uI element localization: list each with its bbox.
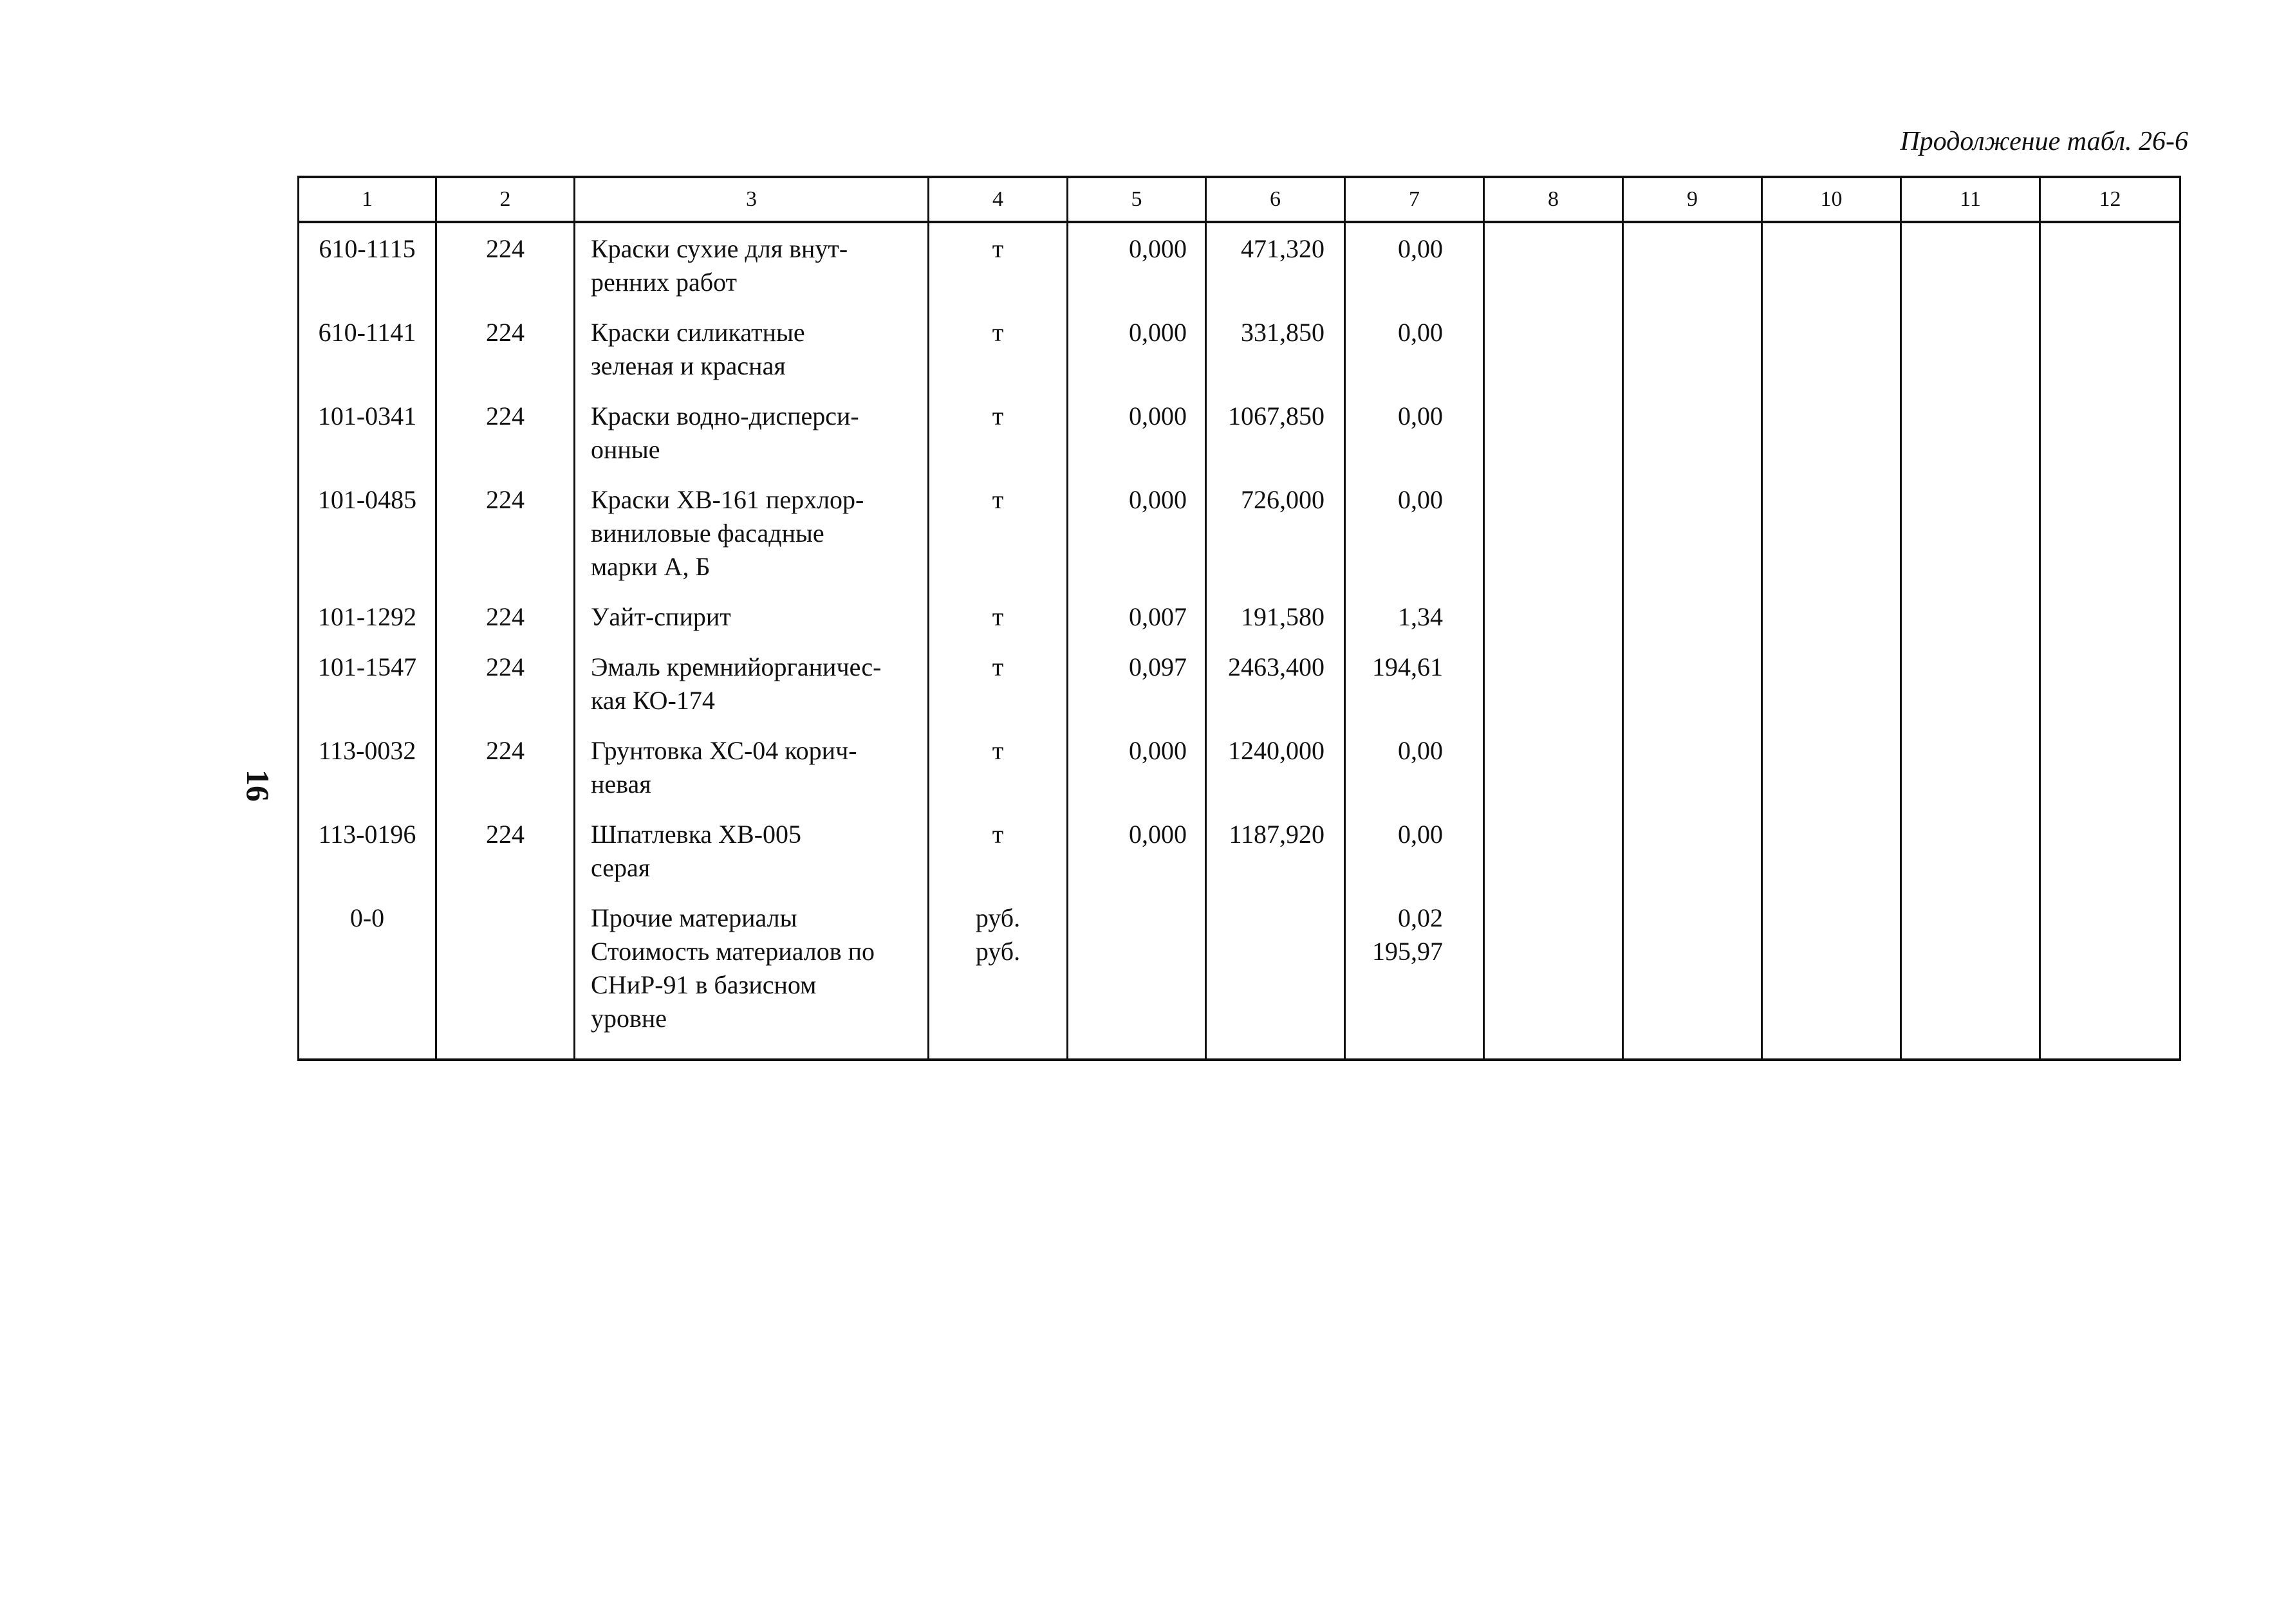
- name-line: марки А, Б: [591, 552, 711, 581]
- table-row: [299, 809, 2180, 892]
- cell-empty: [1623, 391, 1762, 474]
- cell-price: 1187,920: [1206, 809, 1345, 892]
- header-col-11: 11: [1901, 177, 2040, 222]
- cell-empty: [1484, 307, 1623, 391]
- table-row: [299, 725, 2180, 809]
- cell-empty: [1901, 391, 2040, 474]
- cell-col2: 224: [436, 474, 575, 591]
- header-col-3: 3: [575, 177, 929, 222]
- name-line: Шпатлевка ХВ-005: [591, 820, 802, 849]
- cell-qty: 0,000: [1068, 391, 1206, 474]
- cell-empty: [1623, 307, 1762, 391]
- cell-empty: [1762, 892, 1901, 1060]
- name-line: Грунтовка ХС-04 корич-: [591, 736, 857, 765]
- name-line: СНиР-91 в базисном: [591, 970, 817, 999]
- cell-empty: [1901, 474, 2040, 591]
- cell-total: [1345, 725, 1484, 809]
- cell-empty: [1623, 725, 1762, 809]
- cell-empty: [1901, 725, 2040, 809]
- name-line: онные: [591, 435, 660, 464]
- cell-col2: 224: [436, 725, 575, 809]
- name-line: Эмаль кремнийорганичес-: [591, 652, 882, 681]
- cell-empty: [1623, 641, 1762, 725]
- table-row: [299, 474, 2180, 591]
- cell-total: [1345, 391, 1484, 474]
- cell-total: [1345, 307, 1484, 391]
- cell-qty: 0,000: [1068, 307, 1206, 391]
- cell-qty: 0,000: [1068, 809, 1206, 892]
- cell-col2: 224: [436, 391, 575, 474]
- table-caption: Продолжение табл. 26-6: [1900, 127, 2188, 156]
- cell-qty: 0,097: [1068, 641, 1206, 725]
- cell-unit: [929, 641, 1068, 725]
- cell-empty: [1484, 591, 1623, 641]
- cell-empty: [2040, 391, 2180, 474]
- table-row: [299, 222, 2180, 307]
- cell-empty: [1623, 474, 1762, 591]
- cell-empty: [1901, 222, 2040, 307]
- cell-empty: [1623, 892, 1762, 1060]
- name-line: Стоимость материалов по: [591, 937, 875, 966]
- header-row: [299, 177, 2180, 222]
- header-col-10: 10: [1762, 177, 1901, 222]
- cell-empty: [1762, 474, 1901, 591]
- cell-empty: [2040, 892, 2180, 1060]
- cell-empty: [2040, 307, 2180, 391]
- name-line: невая: [591, 770, 651, 798]
- name-line: Прочие материалы: [591, 903, 797, 932]
- total-line: 1,34: [1398, 602, 1443, 631]
- cell-empty: [1484, 641, 1623, 725]
- unit-line: т: [992, 485, 1004, 514]
- name-line: серая: [591, 853, 651, 882]
- cell-empty: [1762, 391, 1901, 474]
- unit-line: т: [992, 736, 1004, 765]
- cell-empty: [2040, 222, 2180, 307]
- cell-price: 471,320: [1206, 222, 1345, 307]
- cell-code: 113-0196: [299, 809, 436, 892]
- cell-col2: [436, 892, 575, 1060]
- cell-price: 1240,000: [1206, 725, 1345, 809]
- cell-empty: [1762, 641, 1901, 725]
- cell-name: [575, 474, 929, 591]
- cell-price: 1067,850: [1206, 391, 1345, 474]
- name-line: уровне: [591, 1004, 667, 1033]
- cell-total: [1345, 591, 1484, 641]
- unit-line: т: [992, 820, 1004, 849]
- cell-qty: 0,000: [1068, 474, 1206, 591]
- name-line: виниловые фасадные: [591, 519, 824, 548]
- cell-code: 101-1292: [299, 591, 436, 641]
- cell-empty: [1901, 641, 2040, 725]
- cell-empty: [2040, 641, 2180, 725]
- cell-code: 610-1141: [299, 307, 436, 391]
- name-line: ренних работ: [591, 268, 738, 297]
- cell-empty: [1901, 307, 2040, 391]
- unit-line: т: [992, 234, 1004, 263]
- cell-code: 0-0: [299, 892, 436, 1060]
- cell-code: 101-1547: [299, 641, 436, 725]
- cell-empty: [2040, 474, 2180, 591]
- unit-line: руб.: [975, 937, 1021, 966]
- header-col-2: 2: [436, 177, 575, 222]
- cell-qty: [1068, 892, 1206, 1060]
- name-line: зеленая и красная: [591, 351, 786, 380]
- name-line: Краски водно-дисперси-: [591, 401, 859, 430]
- name-line: Краски силикатные: [591, 318, 805, 347]
- cell-total: [1345, 222, 1484, 307]
- cell-total: [1345, 641, 1484, 725]
- cell-total: [1345, 474, 1484, 591]
- unit-line: т: [992, 401, 1004, 430]
- cell-name: [575, 307, 929, 391]
- cell-empty: [1484, 391, 1623, 474]
- name-line: Уайт-спирит: [591, 602, 731, 631]
- cell-price: 726,000: [1206, 474, 1345, 591]
- cell-empty: [1484, 725, 1623, 809]
- table-row: [299, 591, 2180, 641]
- total-line: 0,00: [1398, 736, 1443, 765]
- cell-price: 191,580: [1206, 591, 1345, 641]
- header-col-1: 1: [299, 177, 436, 222]
- cell-name: [575, 892, 929, 1060]
- header-col-12: 12: [2040, 177, 2180, 222]
- cell-total: [1345, 892, 1484, 1060]
- header-col-5: 5: [1068, 177, 1206, 222]
- cell-unit: [929, 591, 1068, 641]
- cell-name: [575, 591, 929, 641]
- header-col-9: 9: [1623, 177, 1762, 222]
- header-col-8: 8: [1484, 177, 1623, 222]
- total-line: 0,00: [1398, 820, 1443, 849]
- cell-qty: 0,000: [1068, 222, 1206, 307]
- name-line: Краски ХВ-161 перхлор-: [591, 485, 864, 514]
- cell-empty: [1484, 474, 1623, 591]
- table-row: [299, 391, 2180, 474]
- cell-name: [575, 222, 929, 307]
- table-row: [299, 641, 2180, 725]
- cell-empty: [1623, 591, 1762, 641]
- cell-empty: [1762, 307, 1901, 391]
- cell-col2: 224: [436, 591, 575, 641]
- cell-unit: [929, 222, 1068, 307]
- table-row: [299, 307, 2180, 391]
- total-line: 0,00: [1398, 234, 1443, 263]
- header-col-6: 6: [1206, 177, 1345, 222]
- unit-line: т: [992, 652, 1004, 681]
- unit-line: руб.: [975, 903, 1021, 932]
- cell-empty: [1484, 892, 1623, 1060]
- cell-col2: 224: [436, 641, 575, 725]
- cell-empty: [1623, 222, 1762, 307]
- header-col-7: 7: [1345, 177, 1484, 222]
- total-line: 0,00: [1398, 401, 1443, 430]
- total-line: 0,00: [1398, 318, 1443, 347]
- cell-empty: [1762, 222, 1901, 307]
- cell-code: 101-0485: [299, 474, 436, 591]
- cell-empty: [2040, 591, 2180, 641]
- cell-qty: 0,007: [1068, 591, 1206, 641]
- cell-empty: [1901, 591, 2040, 641]
- cell-code: 113-0032: [299, 725, 436, 809]
- cell-empty: [1901, 809, 2040, 892]
- cell-unit: [929, 391, 1068, 474]
- cell-unit: [929, 307, 1068, 391]
- name-line: Краски сухие для внут-: [591, 234, 848, 263]
- unit-line: т: [992, 602, 1004, 631]
- cell-empty: [1762, 809, 1901, 892]
- total-line: 194,61: [1372, 652, 1443, 681]
- cell-unit: [929, 892, 1068, 1060]
- cell-empty: [2040, 725, 2180, 809]
- materials-table: [297, 176, 2181, 1061]
- cell-code: 101-0341: [299, 391, 436, 474]
- cell-empty: [2040, 809, 2180, 892]
- header-col-4: 4: [929, 177, 1068, 222]
- table-row: [299, 892, 2180, 1060]
- total-line: 195,97: [1372, 937, 1443, 966]
- cell-price: 331,850: [1206, 307, 1345, 391]
- cell-name: [575, 809, 929, 892]
- cell-empty: [1484, 222, 1623, 307]
- cell-unit: [929, 809, 1068, 892]
- cell-empty: [1762, 725, 1901, 809]
- page-number: 16: [240, 770, 276, 802]
- cell-qty: 0,000: [1068, 725, 1206, 809]
- cell-empty: [1762, 591, 1901, 641]
- cell-empty: [1484, 809, 1623, 892]
- cell-unit: [929, 474, 1068, 591]
- cell-code: 610-1115: [299, 222, 436, 307]
- cell-col2: 224: [436, 809, 575, 892]
- cell-name: [575, 391, 929, 474]
- total-line: 0,02: [1398, 903, 1443, 932]
- cell-col2: 224: [436, 307, 575, 391]
- name-line: кая КО-174: [591, 686, 715, 715]
- cell-price: 2463,400: [1206, 641, 1345, 725]
- cell-col2: 224: [436, 222, 575, 307]
- total-line: 0,00: [1398, 485, 1443, 514]
- cell-empty: [1901, 892, 2040, 1060]
- cell-total: [1345, 809, 1484, 892]
- unit-line: т: [992, 318, 1004, 347]
- cell-name: [575, 725, 929, 809]
- cell-empty: [1623, 809, 1762, 892]
- cell-name: [575, 641, 929, 725]
- cell-unit: [929, 725, 1068, 809]
- cell-price: [1206, 892, 1345, 1060]
